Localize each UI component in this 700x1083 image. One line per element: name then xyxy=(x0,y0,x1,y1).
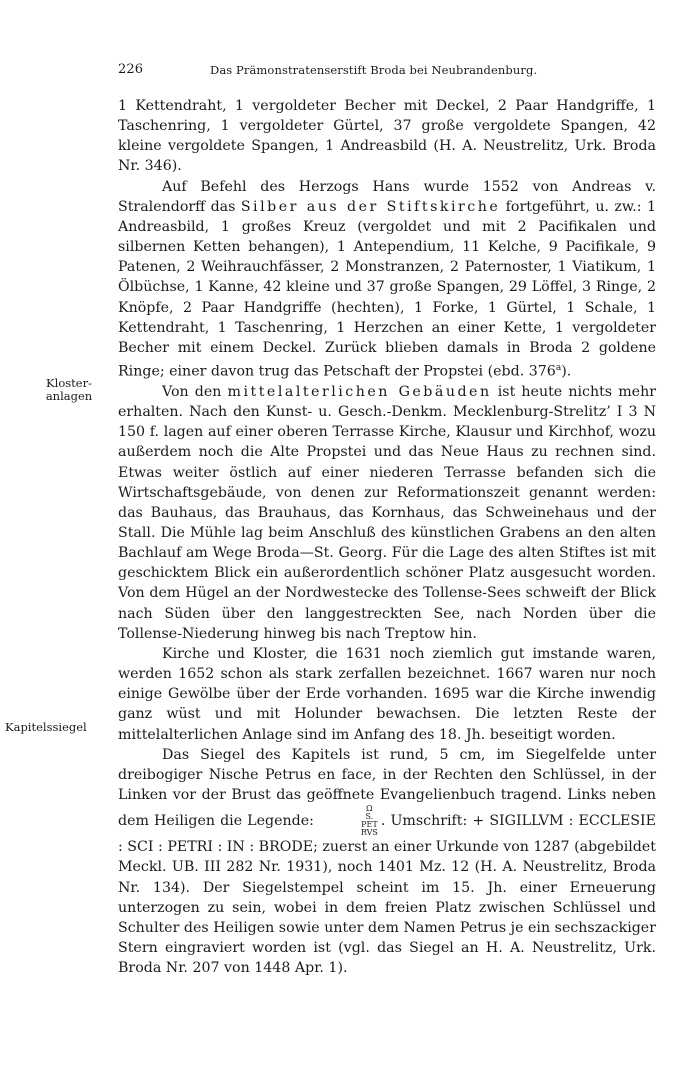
page-number: 226 xyxy=(118,62,144,77)
margin-note-kapitelssiegel: Kapitelssiegel xyxy=(5,720,87,734)
text-run: Das Siegel des Kapitels ist rund, 5 cm, im Siegelfelde unter dreibogiger Nische Petrus en face, in der Rechten den Schlüssel, in der Linken vor der Brust das geöffnete Evangelienbuch tragend. Links neben dem Heiligen die Legende: xyxy=(118,746,656,830)
paragraph-inventory-continued: 1 Kettendraht, 1 vergoldeter Becher mit Deckel, 2 Paar Handgriffe, 1 Taschenring, 1 vergoldeter Gürtel, 37 große vergoldete Spangen, 42 kleine vergoldete Spangen, 1 Andreasbild (H. A. Neustrelitz, Urk. Broda Nr. 346). xyxy=(118,98,656,175)
paragraph-silver-removal xyxy=(118,177,656,382)
margin-note-klosteranlagen xyxy=(38,377,100,403)
legend-line: S. xyxy=(365,812,374,822)
paragraph-chapter-seal xyxy=(118,745,656,979)
text-run: . Umschrift: + SIGILLVM : ECCLESIE : SCI : PETRI : IN : BRODE; zuerst an einer Urkunde von 1287 (abgebildet Meckl. UB. III 282 Nr. 1931), noch 1401 Mz. 12 (H. A. Neustrelitz, Broda Nr. 134). Der Siegelstempel scheint im 15. Jh. einer Erneuerung unterzogen zu sein, wobei in dem freien Platz zwischen Schlüssel und Schulter des Heiligen sowie unter dem Namen Petrus je ein sechszackiger Stern eingraviert worden ist (vgl. das Siegel an H. A. Neustrelitz, Urk. Broda Nr. 207 von 1448 Apr. 1). xyxy=(118,813,656,977)
seal-legend-stack xyxy=(317,805,378,837)
legend-line: RVS xyxy=(360,828,378,838)
paragraph-buildings xyxy=(118,382,656,644)
spaced-emphasis: mittelalterlichen Gebäuden xyxy=(227,383,492,400)
paragraph-decay: Kirche und Kloster, die 1631 noch ziemlich gut imstande waren, werden 1652 schon als stark zerfallen bezeichnet. 1667 waren nur noch einige Gewölbe über der Erde vorhanden. 1695 war die Kirche inwendig ganz wüst und mit Holunder bewachsen. Die letzten Reste der mittelalterlichen Anlage sind im Anfang des 18. Jh. beseitigt worden. xyxy=(118,645,656,743)
text-run: Von den xyxy=(162,383,228,400)
spaced-emphasis: Silber aus der Stiftskirche xyxy=(240,198,501,215)
legend-line: Ω xyxy=(366,804,373,814)
legend-line: PET xyxy=(361,820,378,830)
margin-note-line: Kloster- xyxy=(46,376,92,390)
text-run: ist heute nichts mehr erhalten. Nach den Kunst- u. Gesch.-Denkm. Mecklenburg-Strelitz’ I 3 N 150 f. lagen auf einer oberen Terrasse Kirche, Klausur und Kirchhof, wozu außerdem noch die Alte Propstei und das Neue Haus zu rechnen sind. Etwas weiter östlich auf einer niederen Terrasse befanden sich die Wirtschaftsgebäude, von denen zur Reformationszeit genannt werden: das Bauhaus, das Brauhaus, das Kornhaus, das Schweinehaus und der Stall. Die Mühle lag beim Anschluß des künstlichen Grabens an den alten Bachlauf am Wege Broda—St. Georg. Für die Lage des alten Stiftes ist mit geschicktem Blick ein außerordentlich schöner Platz ausgesucht worden. Von dem Hügel an der Nordwestecke des Tollense-Sees schweift der Blick nach Süden über den langgestreckten See, nach Norden über die Tollense-Niederung hinweg bis nach Treptow hin. xyxy=(118,383,656,642)
body-text xyxy=(118,96,656,978)
text-run: fortgeführt, u. zw.: 1 Andreasbild, 1 großes Kreuz (vergoldet und mit 2 Pacifikalen und silbernen Ketten behangen), 1 Antependium, 11 Kelche, 9 Pacifikale, 9 Patenen, 2 Weihrauchfässer, 2 Monstranzen, 2 Paternoster, 1 Viatikum, 1 Ölbüchse, 1 Kanne, 42 kleine und 37 große Spangen, 29 Löffel, 3 Ringe, 2 Knöpfe, 2 Paar Handgriffe (hechten), 1 Forke, 1 Gürtel, 1 Schale, 1 Kettendraht, 1 Taschenring, 1 Herzchen an einer Kette, 1 vergoldeter Becher mit einem Deckel. Zurück blieben damals in Broda 2 goldene Ringe; einer davon trug das Petschaft der Propstei (ebd. 376 xyxy=(118,198,656,380)
text-run: ). xyxy=(561,363,572,380)
running-title: Das Prämonstratenserstift Broda bei Neubrandenburg. xyxy=(210,63,538,77)
superscript: a xyxy=(555,363,562,374)
text-run: Auf Befehl des Herzogs Hans wurde 1552 von Andreas v. Stralendorff das xyxy=(118,178,656,215)
margin-note-line: anlagen xyxy=(45,389,93,403)
